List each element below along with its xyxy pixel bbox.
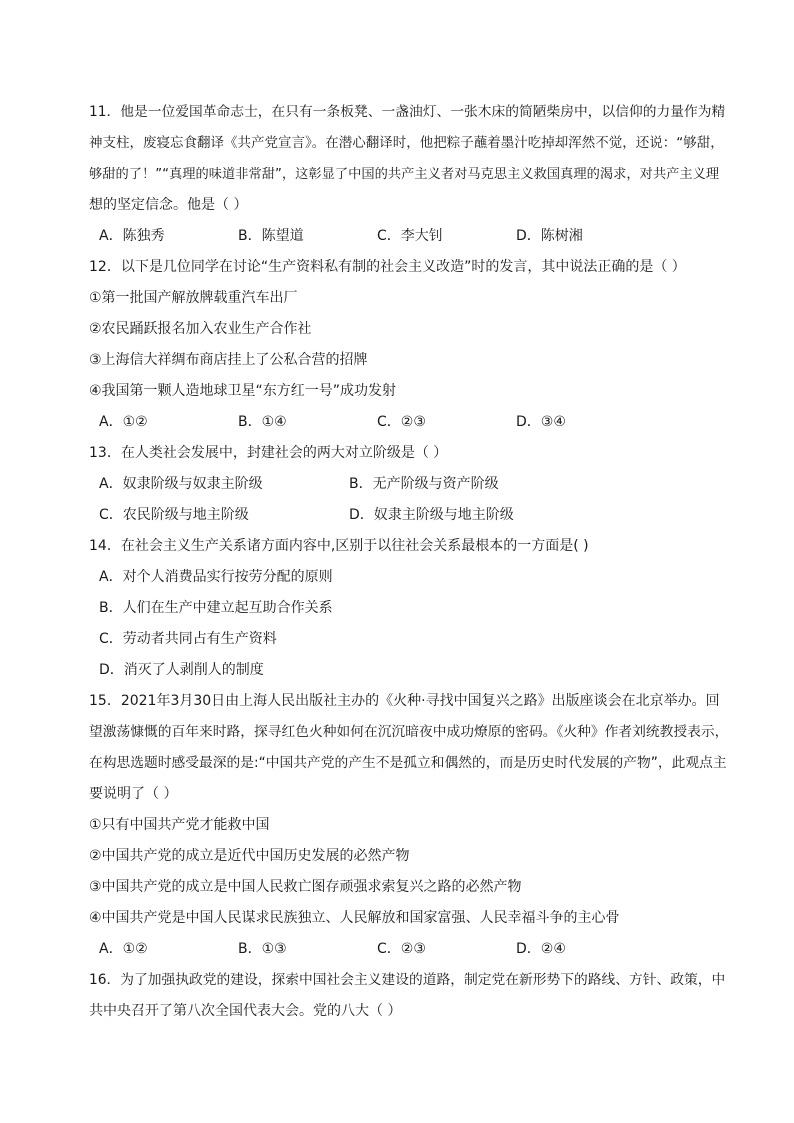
question-13-stem-line: 13．在人类社会发展中，封建社会的两大对立阶级是（ ）: [89, 445, 448, 461]
statement-3: ③中国共产党的成立是中国人民救亡图存顽强求索复兴之路的必然产物: [89, 879, 522, 895]
question-11-stem-line: 想的坚定信念。他是（ ）: [89, 197, 248, 213]
question-11-stem-line: 神支柱，废寝忘食翻译《共产党宣言》。在潜心翻译时，他把粽子蘸着墨汁吃掉却浑然不觉，还说：“够甜，: [89, 135, 724, 151]
question-15-stem-line: 15．2021年3月30日由上海人民出版社主办的《火种·寻找中国复兴之路》出版座谈会在北京举办。回: [89, 693, 720, 709]
statement-4: ④中国共产党是中国人民谋求民族独立、人民解放和国家富强、人民幸福斗争的主心骨: [89, 910, 620, 926]
question-15-options: [89, 934, 729, 965]
question-14-stem-line: 14．在社会主义生产关系诸方面内容中,区别于以往社会关系最根本的一方面是( ): [89, 538, 589, 554]
option-a[interactable]: A．陈独秀: [99, 228, 165, 244]
option-c[interactable]: C．农民阶级与地主阶级: [99, 507, 249, 523]
statement-4: ④我国第一颗人造地球卫星“东方红一号”成功发射: [89, 383, 397, 399]
option-c[interactable]: C．李大钊: [377, 228, 443, 244]
statement-1: ①第一批国产解放牌载重汽车出厂: [89, 290, 298, 306]
option-b[interactable]: B．①③: [238, 941, 287, 957]
option-b[interactable]: B．人们在生产中建立起互助合作关系: [99, 600, 333, 616]
question-11-stem-line: 够甜的了！”“真理的味道非常甜”，这彰显了中国的共产主义者对马克思主义救国真理的渴求，对共产主义理: [89, 167, 720, 182]
question-11-options: [89, 221, 729, 252]
question-12-options: [89, 407, 729, 438]
option-a[interactable]: A．①②: [99, 941, 148, 957]
question-11-stem-line: 11．他是一位爱国革命志士，在只有一条板凳、一盏油灯、一张木床的简陋柴房中，以信仰的力量作为精: [89, 104, 726, 120]
option-c[interactable]: C．②③: [377, 414, 426, 430]
statement-2: ②中国共产党的成立是近代中国历史发展的必然产物: [89, 848, 410, 864]
question-list: [89, 97, 729, 1027]
question-14: [89, 531, 729, 686]
question-16-stem-line: 共中央召开了第八次全国代表大会。党的八大（ ）: [89, 1003, 402, 1019]
option-d[interactable]: D．②④: [516, 941, 566, 957]
option-b[interactable]: B．无产阶级与资产阶级: [349, 476, 499, 492]
option-a[interactable]: A．奴隶阶级与奴隶主阶级: [99, 476, 263, 492]
question-13-options-row: [89, 469, 729, 500]
question-16-stem-line: 16．为了加强执政党的建设，探索中国社会主义建设的道路，制定党在新形势下的路线、方针、政策，中: [89, 972, 726, 988]
question-13: [89, 438, 729, 531]
option-c[interactable]: C．劳动者共同占有生产资料: [99, 631, 277, 647]
option-a[interactable]: A．①②: [99, 414, 148, 430]
option-b[interactable]: B．①④: [238, 414, 287, 430]
question-11: [89, 97, 729, 252]
statement-1: ①只有中国共产党才能救中国: [89, 817, 270, 833]
option-d[interactable]: D．陈树湘: [516, 228, 583, 244]
option-d[interactable]: D．③④: [516, 414, 566, 430]
statement-3: ③上海信大祥绸布商店挂上了公私合营的招牌: [89, 352, 368, 368]
option-b[interactable]: B．陈望道: [238, 228, 304, 244]
option-a[interactable]: A．对个人消费品实行按劳分配的原则: [99, 569, 333, 585]
option-c[interactable]: C．②③: [377, 941, 426, 957]
question-13-options-row: [89, 500, 729, 531]
question-12: [89, 252, 729, 438]
question-12-stem-line: 12．以下是几位同学在讨论“生产资料私有制的社会主义改造”时的发言，其中说法正确的是（ ）: [89, 259, 686, 275]
question-16: [89, 965, 729, 1027]
question-15-stem-line: 望激荡慷慨的百年来时路，探寻红色火种如何在沉沉暗夜中成功燎原的密码。《火种》作者刘统教授表示，: [89, 724, 729, 740]
statement-2: ②农民踊跃报名加入农业生产合作社: [89, 321, 312, 337]
question-15: [89, 686, 729, 965]
option-d[interactable]: D．奴隶主阶级与地主阶级: [349, 507, 514, 523]
option-d[interactable]: D．消灭了人剥削人的制度: [99, 662, 264, 678]
question-15-stem-line: 在构思选题时感受最深的是:“中国共产党的产生不是孤立和偶然的，而是历史时代发展的产物”，此观点主: [89, 755, 727, 771]
question-15-stem-line: 要说明了（ ）: [89, 786, 178, 802]
